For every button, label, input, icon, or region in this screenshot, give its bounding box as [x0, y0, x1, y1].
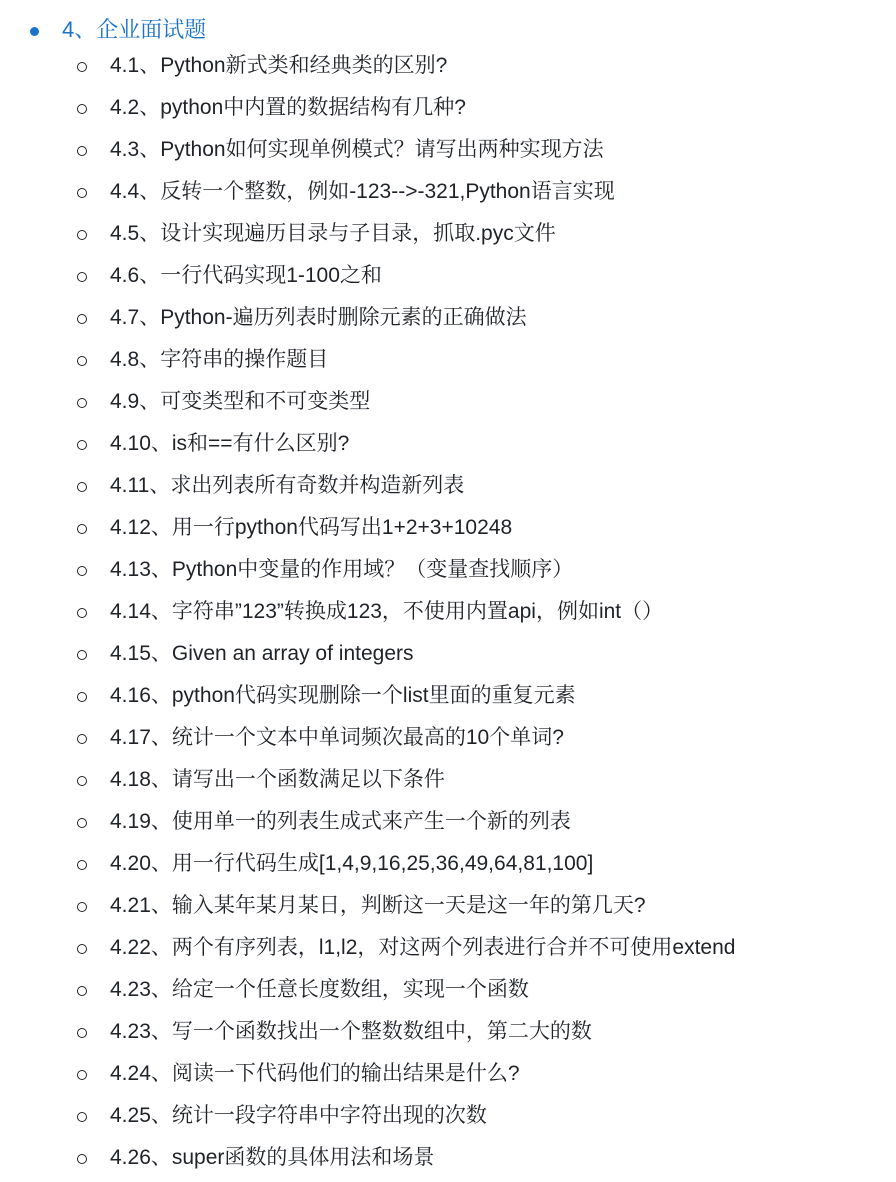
toc-item[interactable] [0, 424, 896, 466]
toc-item-label[interactable]: 4.7、Python-遍历列表时删除元素的正确做法 [110, 306, 527, 329]
hollow-bullet-icon [77, 1112, 87, 1122]
toc-item[interactable] [0, 172, 896, 214]
toc-item[interactable] [0, 760, 896, 802]
toc-item[interactable] [0, 844, 896, 886]
toc-item[interactable] [0, 634, 896, 676]
hollow-bullet-icon [77, 398, 87, 408]
toc-item-label[interactable]: 4.16、python代码实现删除一个list里面的重复元素 [110, 684, 576, 707]
toc-item-label[interactable]: 4.21、输入某年某月某日，判断这一天是这一年的第几天? [110, 894, 646, 917]
hollow-bullet-icon [77, 608, 87, 618]
hollow-bullet-icon [77, 1028, 87, 1038]
toc-item-label[interactable]: 4.24、阅读一下代码他们的输出结果是什么? [110, 1062, 520, 1085]
toc-item-label[interactable]: 4.17、统计一个文本中单词频次最高的10个单词? [110, 726, 564, 749]
hollow-bullet-icon [77, 314, 87, 324]
toc-item-label[interactable]: 4.19、使用单一的列表生成式来产生一个新的列表 [110, 810, 571, 833]
toc-item[interactable] [0, 970, 896, 1012]
toc-item[interactable] [0, 508, 896, 550]
toc-section-label[interactable]: 4、企业面试题 [62, 17, 207, 42]
hollow-bullet-icon [77, 692, 87, 702]
toc-item-label[interactable]: 4.15、Given an array of integers [110, 642, 414, 665]
toc-item-label[interactable]: 4.4、反转一个整数，例如-123-->-321,Python语言实现 [110, 180, 615, 203]
toc-item-label[interactable]: 4.3、Python如何实现单例模式？请写出两种实现方法 [110, 138, 604, 161]
toc-item-label[interactable]: 4.13、Python中变量的作用域？（变量查找顺序） [110, 558, 574, 581]
hollow-bullet-icon [77, 272, 87, 282]
toc-item[interactable] [0, 214, 896, 256]
hollow-bullet-icon [77, 104, 87, 114]
hollow-bullet-icon [77, 230, 87, 240]
toc-item-label[interactable]: 4.2、python中内置的数据结构有几种? [110, 96, 466, 119]
hollow-bullet-icon [77, 818, 87, 828]
toc-item[interactable] [0, 550, 896, 592]
hollow-bullet-icon [77, 440, 87, 450]
toc-item-label[interactable]: 4.26、super函数的具体用法和场景 [110, 1146, 435, 1169]
toc-item-label[interactable]: 4.23、给定一个任意长度数组，实现一个函数 [110, 978, 529, 1001]
toc-item[interactable] [0, 298, 896, 340]
hollow-bullet-icon [77, 650, 87, 660]
toc-item[interactable] [0, 46, 896, 88]
toc-item[interactable] [0, 802, 896, 844]
toc-item[interactable] [0, 256, 896, 298]
toc-item-label[interactable]: 4.11、求出列表所有奇数并构造新列表 [110, 474, 465, 497]
toc-item[interactable] [0, 886, 896, 928]
toc-item[interactable] [0, 676, 896, 718]
toc-item-label[interactable]: 4.9、可变类型和不可变类型 [110, 390, 371, 413]
toc-section-enterprise-interview[interactable] [0, 10, 896, 50]
toc-item[interactable] [0, 718, 896, 760]
toc-item-label[interactable]: 4.6、一行代码实现1-100之和 [110, 264, 382, 287]
toc-item-label[interactable]: 4.25、统计一段字符串中字符出现的次数 [110, 1104, 487, 1127]
toc-item-label[interactable]: 4.20、用一行代码生成[1,4,9,16,25,36,49,64,81,100] [110, 852, 594, 875]
toc-item-label[interactable]: 4.5、设计实现遍历目录与子目录，抓取.pyc文件 [110, 222, 556, 245]
hollow-bullet-icon [77, 188, 87, 198]
toc-sub-list [0, 46, 896, 1180]
filled-bullet-icon [30, 27, 39, 36]
hollow-bullet-icon [77, 776, 87, 786]
toc-item-label[interactable]: 4.10、is和==有什么区别? [110, 432, 350, 455]
toc-item-label[interactable]: 4.12、用一行python代码写出1+2+3+10248 [110, 516, 513, 539]
hollow-bullet-icon [77, 1070, 87, 1080]
toc-item-label[interactable]: 4.1、Python新式类和经典类的区别? [110, 54, 448, 77]
toc-item[interactable] [0, 466, 896, 508]
toc-item[interactable] [0, 1138, 896, 1180]
hollow-bullet-icon [77, 356, 87, 366]
toc-item[interactable] [0, 340, 896, 382]
toc-item[interactable] [0, 1012, 896, 1054]
hollow-bullet-icon [77, 482, 87, 492]
toc-item[interactable] [0, 130, 896, 172]
hollow-bullet-icon [77, 734, 87, 744]
hollow-bullet-icon [77, 860, 87, 870]
toc-item[interactable] [0, 382, 896, 424]
hollow-bullet-icon [77, 944, 87, 954]
toc-item[interactable] [0, 592, 896, 634]
toc-item[interactable] [0, 1096, 896, 1138]
toc-item[interactable] [0, 88, 896, 130]
toc-item-label[interactable]: 4.8、字符串的操作题目 [110, 348, 329, 371]
toc-item[interactable] [0, 928, 896, 970]
hollow-bullet-icon [77, 62, 87, 72]
toc-item-label[interactable]: 4.18、请写出一个函数满足以下条件 [110, 768, 445, 791]
hollow-bullet-icon [77, 1154, 87, 1164]
hollow-bullet-icon [77, 986, 87, 996]
toc-item-label[interactable]: 4.14、字符串”123”转换成123，不使用内置api，例如int（） [110, 600, 664, 623]
hollow-bullet-icon [77, 566, 87, 576]
hollow-bullet-icon [77, 146, 87, 156]
toc-item-label[interactable]: 4.23、写一个函数找出一个整数数组中，第二大的数 [110, 1020, 592, 1043]
toc-item-label[interactable]: 4.22、两个有序列表，l1,l2，对这两个列表进行合并不可使用extend [110, 936, 736, 959]
hollow-bullet-icon [77, 902, 87, 912]
hollow-bullet-icon [77, 524, 87, 534]
toc-item[interactable] [0, 1054, 896, 1096]
